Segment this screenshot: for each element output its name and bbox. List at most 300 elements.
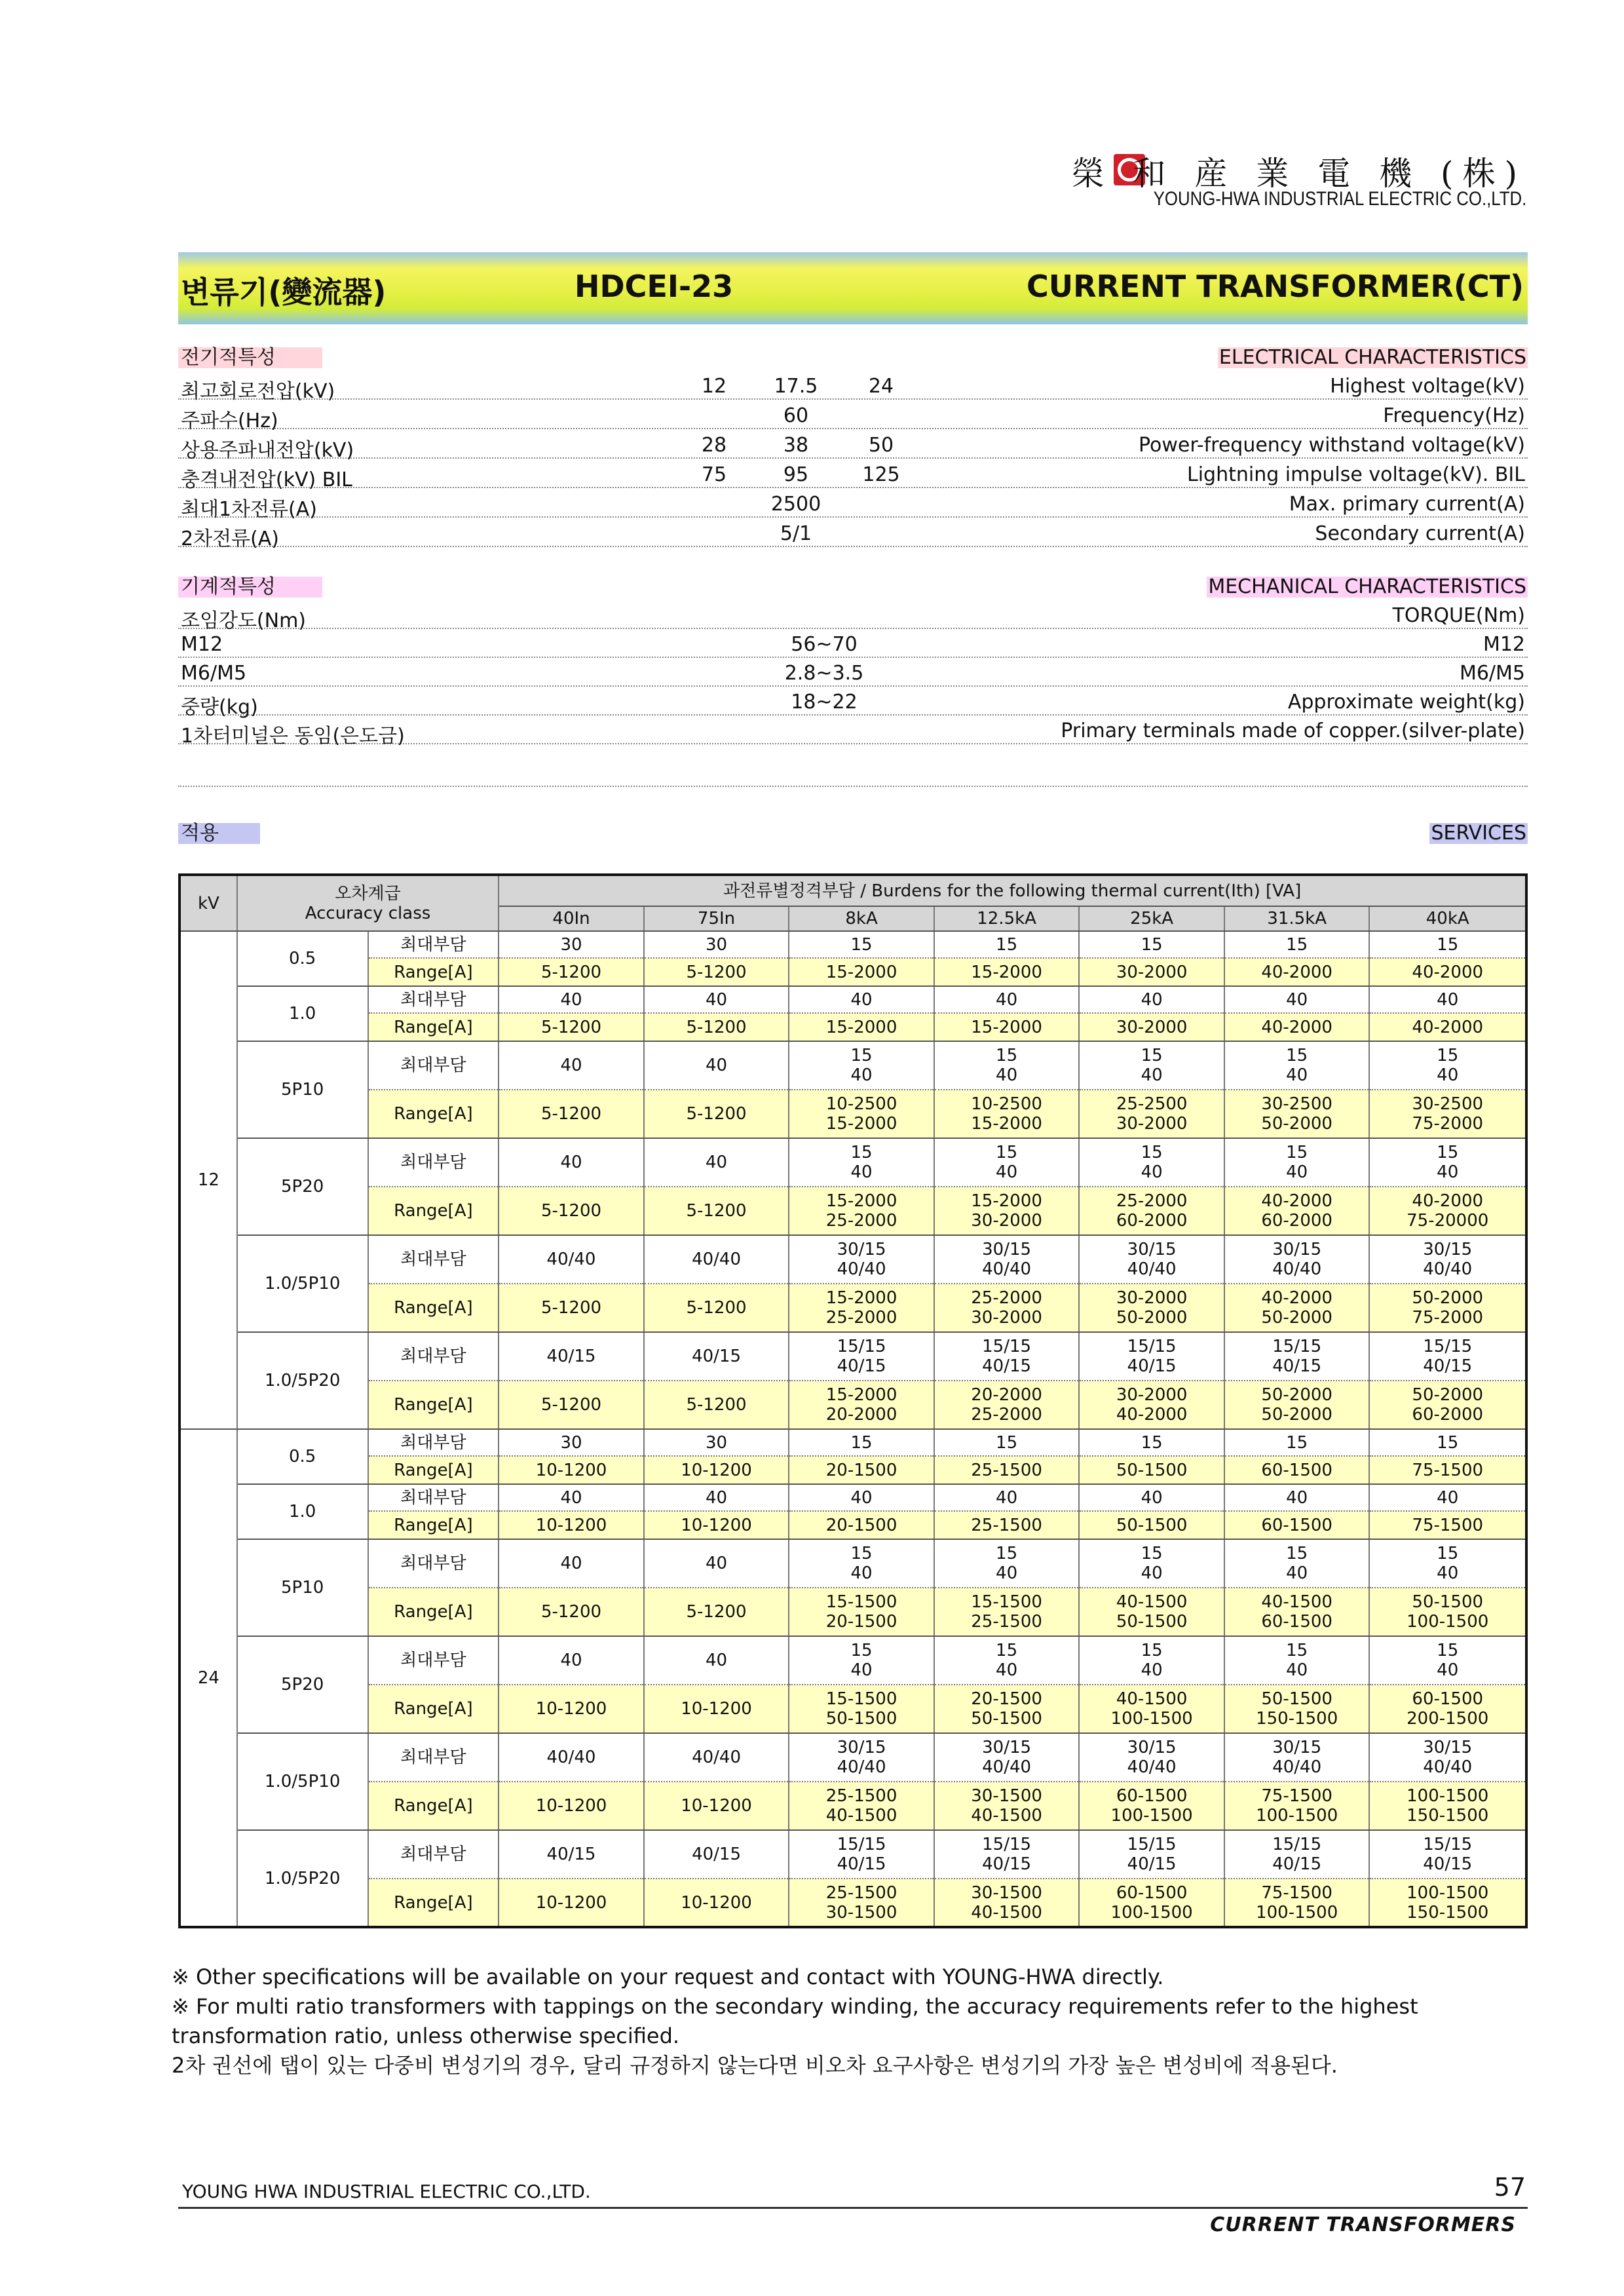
- electrical-heading-ko: 전기적특성: [178, 347, 322, 368]
- burden-value: 40/40: [644, 1235, 789, 1284]
- range-value: 15-2000: [789, 958, 934, 986]
- electrical-row: [178, 371, 1528, 403]
- burden-value: 15/15 40/15: [789, 1332, 934, 1381]
- mechanical-heading-en: MECHANICAL CHARACTERISTICS: [1208, 575, 1526, 598]
- range-row: [179, 1685, 1526, 1733]
- burden-value: 30: [499, 1429, 644, 1456]
- burden-value: 40/40: [644, 1733, 789, 1782]
- range-value: 40-2000 75-20000: [1369, 1187, 1526, 1235]
- range-row: [179, 1588, 1526, 1636]
- row-label-burden: 최대부담: [368, 931, 499, 958]
- burden-value: 15 40: [1079, 1138, 1224, 1187]
- burden-value: 40: [499, 1041, 644, 1090]
- burden-value: 40: [644, 1636, 789, 1685]
- model-name: HDCEI-23: [575, 269, 734, 304]
- row-label-range: Range[A]: [368, 958, 499, 986]
- row-label-range: Range[A]: [368, 1381, 499, 1429]
- electrical-row: [178, 518, 1528, 550]
- accuracy-class-cell: 1.0/5P10: [237, 1733, 368, 1830]
- range-value: 15-2000: [934, 1013, 1080, 1041]
- kv-cell: 24: [179, 1429, 237, 1927]
- range-value: 75-1500: [1369, 1456, 1526, 1484]
- burden-value: 15 40: [934, 1539, 1080, 1588]
- mechanical-value: 2.8~3.5: [784, 662, 864, 685]
- burden-value: 40: [1224, 1484, 1370, 1511]
- range-value: 10-1200: [644, 1879, 789, 1927]
- row-label-burden: 최대부담: [368, 986, 499, 1013]
- range-row: [179, 1381, 1526, 1429]
- services-heading-ko: 적용: [178, 823, 260, 844]
- burden-value: 15 40: [1369, 1138, 1526, 1187]
- range-value: 5-1200: [499, 1284, 644, 1332]
- burden-value: 15 40: [1224, 1041, 1370, 1090]
- burden-value: 15/15 40/15: [789, 1830, 934, 1879]
- row-label-burden: 최대부담: [368, 1138, 499, 1187]
- footer-divider: [178, 2207, 1528, 2209]
- range-value: 30-2000: [1079, 1013, 1224, 1041]
- range-value: 15-2000 30-2000: [934, 1187, 1080, 1235]
- company-name: 榮 和 産 業 電 機 (株): [1071, 155, 1526, 193]
- range-value: 10-1200: [499, 1685, 644, 1733]
- note-1: ※ Other specifications will be available on your request and contact with YOUNG-HWA directly.: [172, 1964, 1164, 1989]
- burden-value: 40: [1079, 986, 1224, 1013]
- range-value: 50-1500 100-1500: [1369, 1588, 1526, 1636]
- range-value: 15-1500 25-1500: [934, 1588, 1080, 1636]
- burden-header: 과전류별정격부담 / Burdens for the following thermal current(Ith) [VA]: [499, 875, 1526, 906]
- accuracy-class-cell: 0.5: [237, 1429, 368, 1484]
- range-value: 15-2000 25-2000: [789, 1187, 934, 1235]
- burden-value: 15: [1079, 1429, 1224, 1456]
- range-value: 60-1500 100-1500: [1079, 1782, 1224, 1830]
- electrical-label-ko: 상용주파내전압(kV): [181, 439, 354, 462]
- burden-value: 40/40: [499, 1733, 644, 1782]
- range-value: 25-1500 40-1500: [789, 1782, 934, 1830]
- electrical-row: [178, 400, 1528, 432]
- burden-value: 40: [499, 1484, 644, 1511]
- mechanical-label-ko: M12: [181, 633, 223, 656]
- burden-value: 15 40: [1079, 1636, 1224, 1685]
- mechanical-label-en: M6/M5: [1459, 662, 1525, 685]
- row-label-burden: 최대부담: [368, 1830, 499, 1879]
- range-row: [179, 1013, 1526, 1041]
- electrical-value: 50: [868, 434, 894, 457]
- burden-value: 15 40: [1224, 1138, 1370, 1187]
- column-header: 12.5kA: [934, 906, 1080, 931]
- mechanical-value: 56~70: [791, 633, 858, 656]
- burden-value: 40/15: [644, 1830, 789, 1879]
- burden-value: 40: [499, 1138, 644, 1187]
- row-label-range: Range[A]: [368, 1187, 499, 1235]
- column-header: 75In: [644, 906, 789, 931]
- row-label-burden: 최대부담: [368, 1235, 499, 1284]
- burden-row: [179, 1332, 1526, 1381]
- burden-value: 15/15 40/15: [1369, 1332, 1526, 1381]
- range-value: 20-1500: [789, 1456, 934, 1484]
- burden-value: 40: [934, 986, 1080, 1013]
- burden-value: 40/15: [499, 1332, 644, 1381]
- electrical-label-en: Lightning impulse voltage(kV). BIL: [1187, 463, 1525, 486]
- burden-value: 40: [644, 1138, 789, 1187]
- range-value: 5-1200: [644, 1090, 789, 1138]
- range-value: 10-1200: [499, 1879, 644, 1927]
- burden-value: 40: [499, 1636, 644, 1685]
- electrical-label-en: Secondary current(A): [1315, 522, 1525, 545]
- electrical-label-ko: 충격내전압(kV) BIL: [181, 469, 352, 491]
- burden-value: 40: [934, 1484, 1080, 1511]
- range-value: 10-1200: [499, 1511, 644, 1539]
- burden-row: [179, 1041, 1526, 1090]
- electrical-label-en: Max. primary current(A): [1289, 493, 1525, 516]
- burden-value: 15: [789, 931, 934, 958]
- range-row: [179, 1456, 1526, 1484]
- burden-row: [179, 1539, 1526, 1588]
- electrical-row: [178, 459, 1528, 491]
- electrical-section-heading: [178, 347, 1528, 370]
- range-value: 5-1200: [499, 1090, 644, 1138]
- range-value: 20-2000 25-2000: [934, 1381, 1080, 1429]
- range-value: 30-1500 40-1500: [934, 1782, 1080, 1830]
- burden-row: [179, 986, 1526, 1013]
- company-name-english: YOUNG-HWA INDUSTRIAL ELECTRIC CO.,LTD.: [1153, 188, 1526, 210]
- range-value: 30-2500 75-2000: [1369, 1090, 1526, 1138]
- range-value: 15-2000 20-2000: [789, 1381, 934, 1429]
- range-value: 50-1500: [1079, 1456, 1224, 1484]
- electrical-label-ko: 2차전류(A): [181, 527, 279, 550]
- range-value: 100-1500 150-1500: [1369, 1879, 1526, 1927]
- range-value: 75-1500: [1369, 1511, 1526, 1539]
- range-value: 10-1200: [644, 1782, 789, 1830]
- burden-value: 40: [644, 1484, 789, 1511]
- row-label-range: Range[A]: [368, 1588, 499, 1636]
- burden-value: 15 40: [789, 1041, 934, 1090]
- accuracy-class-cell: 1.0/5P10: [237, 1235, 368, 1332]
- range-value: 20-1500 50-1500: [934, 1685, 1080, 1733]
- range-value: 25-2000 60-2000: [1079, 1187, 1224, 1235]
- burden-value: 40: [499, 986, 644, 1013]
- burden-value: 30/15 40/40: [1369, 1235, 1526, 1284]
- electrical-value: 28: [701, 434, 727, 457]
- range-value: 100-1500 150-1500: [1369, 1782, 1526, 1830]
- row-label-burden: 최대부담: [368, 1484, 499, 1511]
- accuracy-class-cell: 1.0: [237, 1484, 368, 1539]
- burden-value: 40: [1369, 986, 1526, 1013]
- burden-value: 15 40: [1224, 1636, 1370, 1685]
- range-value: 10-1200: [644, 1685, 789, 1733]
- burden-value: 15: [1224, 931, 1370, 958]
- company-header: [1071, 147, 1526, 220]
- range-row: [179, 1511, 1526, 1539]
- row-label-range: Range[A]: [368, 1782, 499, 1830]
- note-3: 2차 권선에 탭이 있는 다중비 변성기의 경우, 달리 규정하지 않는다면 비오차 요구사항은 변성기의 가장 높은 변성비에 적용된다.: [172, 2053, 1338, 2078]
- range-value: 10-1200: [499, 1456, 644, 1484]
- burden-value: 30: [499, 931, 644, 958]
- accuracy-class-cell: 5P10: [237, 1041, 368, 1138]
- burden-value: 15 40: [1369, 1636, 1526, 1685]
- burden-value: 30/15 40/40: [1224, 1733, 1370, 1782]
- services-heading-en: SERVICES: [1431, 822, 1526, 845]
- burden-value: 15 40: [789, 1636, 934, 1685]
- accuracy-class-cell: 5P10: [237, 1539, 368, 1636]
- range-value: 5-1200: [499, 1381, 644, 1429]
- row-label-range: Range[A]: [368, 1511, 499, 1539]
- range-value: 30-2000 50-2000: [1079, 1284, 1224, 1332]
- electrical-label-ko: 최대1차전류(A): [181, 498, 317, 521]
- range-value: 25-1500 30-1500: [789, 1879, 934, 1927]
- range-value: 15-2000: [789, 1013, 934, 1041]
- mechanical-label-ko: 중량(kg): [181, 696, 258, 719]
- range-value: 5-1200: [644, 1013, 789, 1041]
- burden-row: [179, 1733, 1526, 1782]
- row-label-range: Range[A]: [368, 1685, 499, 1733]
- range-value: 25-1500: [934, 1511, 1080, 1539]
- mechanical-row: [178, 658, 1528, 687]
- burden-value: 15/15 40/15: [1224, 1332, 1370, 1381]
- range-row: [179, 1284, 1526, 1332]
- burden-value: 15 40: [1369, 1539, 1526, 1588]
- burden-value: 15/15 40/15: [1079, 1332, 1224, 1381]
- accuracy-class-cell: 5P20: [237, 1138, 368, 1235]
- row-label-burden: 최대부담: [368, 1041, 499, 1090]
- burden-value: 15/15 40/15: [1224, 1830, 1370, 1879]
- mechanical-label-en: Primary terminals made of copper.(silver-plate): [1061, 719, 1525, 742]
- range-value: 40-2000: [1369, 1013, 1526, 1041]
- range-value: 20-1500: [789, 1511, 934, 1539]
- electrical-value: 2500: [770, 493, 821, 516]
- range-value: 50-2000 50-2000: [1224, 1381, 1370, 1429]
- range-value: 5-1200: [644, 1284, 789, 1332]
- burden-value: 30/15 40/40: [1079, 1235, 1224, 1284]
- range-value: 5-1200: [644, 1187, 789, 1235]
- mechanical-row: [178, 600, 1528, 632]
- burden-value: 15 40: [934, 1138, 1080, 1187]
- mechanical-label-ko: 조임강도(Nm): [181, 609, 306, 632]
- accuracy-class-cell: 5P20: [237, 1636, 368, 1733]
- burden-value: 15: [934, 931, 1080, 958]
- burden-value: 40: [644, 1539, 789, 1588]
- electrical-row: [178, 430, 1528, 462]
- burden-value: 15/15 40/15: [934, 1332, 1080, 1381]
- electrical-value: 60: [783, 404, 809, 427]
- title-band: [178, 252, 1528, 324]
- burden-value: 15 40: [1079, 1041, 1224, 1090]
- burden-value: 15: [1369, 931, 1526, 958]
- burden-value: 15 40: [789, 1539, 934, 1588]
- row-label-burden: 최대부담: [368, 1539, 499, 1588]
- electrical-value: 24: [868, 375, 894, 398]
- electrical-value: 5/1: [780, 522, 812, 545]
- burden-value: 30/15 40/40: [934, 1733, 1080, 1782]
- range-value: 60-1500: [1224, 1456, 1370, 1484]
- row-label-range: Range[A]: [368, 1090, 499, 1138]
- burden-value: 40/40: [499, 1235, 644, 1284]
- row-label-burden: 최대부담: [368, 1429, 499, 1456]
- mechanical-row: [178, 716, 1528, 748]
- range-value: 5-1200: [644, 1381, 789, 1429]
- range-row: [179, 1782, 1526, 1830]
- range-value: 50-1500 150-1500: [1224, 1685, 1370, 1733]
- page-number: 57: [1494, 2173, 1526, 2202]
- burden-value: 30/15 40/40: [1079, 1733, 1224, 1782]
- burden-row: [179, 1484, 1526, 1511]
- accuracy-class-cell: 1.0/5P20: [237, 1830, 368, 1927]
- row-label-range: Range[A]: [368, 1013, 499, 1041]
- mechanical-row: [178, 687, 1528, 719]
- range-value: 40-1500 50-1500: [1079, 1588, 1224, 1636]
- range-value: 5-1200: [644, 958, 789, 986]
- accuracy-class-cell: 1.0/5P20: [237, 1332, 368, 1429]
- range-value: 15-1500 50-1500: [789, 1685, 934, 1733]
- burden-value: 30: [644, 931, 789, 958]
- electrical-value: 75: [701, 463, 727, 486]
- range-value: 5-1200: [499, 958, 644, 986]
- mechanical-label-ko: M6/M5: [181, 662, 247, 685]
- burden-value: 40: [644, 1041, 789, 1090]
- accuracy-class-header-en: Accuracy class: [305, 903, 431, 923]
- range-value: 30-1500 40-1500: [934, 1879, 1080, 1927]
- range-value: 60-1500: [1224, 1511, 1370, 1539]
- burden-value: 40: [789, 986, 934, 1013]
- range-value: 5-1200: [499, 1187, 644, 1235]
- column-header: 31.5kA: [1224, 906, 1370, 931]
- burden-value: 15/15 40/15: [1369, 1830, 1526, 1879]
- accuracy-class-header: [237, 875, 499, 931]
- range-value: 30-2000: [1079, 958, 1224, 986]
- range-value: 15-2000 25-2000: [789, 1284, 934, 1332]
- range-value: 40-2000: [1369, 958, 1526, 986]
- burden-value: 30/15 40/40: [1369, 1733, 1526, 1782]
- burden-value: 40: [644, 986, 789, 1013]
- range-value: 60-1500 100-1500: [1079, 1879, 1224, 1927]
- range-value: 15-2000: [934, 958, 1080, 986]
- electrical-value: 125: [862, 463, 900, 486]
- range-value: 25-2500 30-2000: [1079, 1090, 1224, 1138]
- burden-row: [179, 1429, 1526, 1456]
- column-header: 40In: [499, 906, 644, 931]
- row-label-burden: 최대부담: [368, 1332, 499, 1381]
- kv-header: kV: [179, 875, 237, 931]
- range-value: 30-2000 40-2000: [1079, 1381, 1224, 1429]
- burden-row: [179, 1830, 1526, 1879]
- range-value: 5-1200: [499, 1013, 644, 1041]
- burden-value: 40: [1079, 1484, 1224, 1511]
- burden-value: 15: [934, 1429, 1080, 1456]
- range-value: 30-2500 50-2000: [1224, 1090, 1370, 1138]
- range-value: 75-1500 100-1500: [1224, 1782, 1370, 1830]
- note-2: ※ For multi ratio transformers with tappings on the secondary winding, the accuracy requirements refer to the highest transformation ratio, unless otherwise specified.: [172, 1994, 1418, 2048]
- electrical-value: 17.5: [774, 375, 818, 398]
- electrical-value: 12: [701, 375, 727, 398]
- range-row: [179, 1090, 1526, 1138]
- burden-value: 15 40: [789, 1138, 934, 1187]
- burden-value: 15 40: [1079, 1539, 1224, 1588]
- burden-value: 30/15 40/40: [1224, 1235, 1370, 1284]
- accuracy-class-cell: 0.5: [237, 931, 368, 986]
- range-value: 10-1200: [499, 1782, 644, 1830]
- range-value: 10-1200: [644, 1511, 789, 1539]
- range-row: [179, 1879, 1526, 1927]
- burden-value: 15: [1224, 1429, 1370, 1456]
- electrical-label-en: Highest voltage(kV): [1330, 375, 1525, 398]
- burden-value: 30: [644, 1429, 789, 1456]
- electrical-value: 38: [783, 434, 809, 457]
- electrical-label-en: Frequency(Hz): [1383, 404, 1525, 427]
- range-value: 25-1500: [934, 1456, 1080, 1484]
- range-value: 40-2000 50-2000: [1224, 1284, 1370, 1332]
- range-value: 75-1500 100-1500: [1224, 1879, 1370, 1927]
- burden-row: [179, 1138, 1526, 1187]
- range-value: 40-2000 60-2000: [1224, 1187, 1370, 1235]
- burden-value: 30/15 40/40: [934, 1235, 1080, 1284]
- title-english: CURRENT TRANSFORMER(CT): [1026, 269, 1524, 304]
- burden-table: [178, 873, 1528, 1928]
- electrical-value: 95: [783, 463, 809, 486]
- burden-value: 15 40: [934, 1041, 1080, 1090]
- services-section-heading: [178, 823, 1528, 845]
- row-label-burden: 최대부담: [368, 1636, 499, 1685]
- range-value: 50-2000 75-2000: [1369, 1284, 1526, 1332]
- burden-row: [179, 931, 1526, 958]
- range-value: 50-1500: [1079, 1511, 1224, 1539]
- row-label-range: Range[A]: [368, 1456, 499, 1484]
- range-value: 60-1500 200-1500: [1369, 1685, 1526, 1733]
- range-value: 40-2000: [1224, 958, 1370, 986]
- burden-value: 15/15 40/15: [934, 1830, 1080, 1879]
- burden-value: 40/15: [499, 1830, 644, 1879]
- range-value: 40-1500 100-1500: [1079, 1685, 1224, 1733]
- footer-section-title: CURRENT TRANSFORMERS: [1210, 2213, 1516, 2236]
- range-value: 15-1500 20-1500: [789, 1588, 934, 1636]
- row-label-range: Range[A]: [368, 1879, 499, 1927]
- burden-value: 15/15 40/15: [1079, 1830, 1224, 1879]
- burden-value: 40: [499, 1539, 644, 1588]
- electrical-label-en: Power-frequency withstand voltage(kV): [1138, 434, 1525, 457]
- accuracy-class-header-ko: 오차계급: [335, 883, 401, 904]
- mechanical-label-en: M12: [1482, 633, 1525, 656]
- range-row: [179, 958, 1526, 986]
- mechanical-heading-ko: 기계적특성: [178, 577, 322, 598]
- burden-value: 40/15: [644, 1332, 789, 1381]
- footer-company: YOUNG HWA INDUSTRIAL ELECTRIC CO.,LTD.: [182, 2181, 591, 2202]
- column-header: 40kA: [1369, 906, 1526, 931]
- range-value: 10-2500 15-2000: [789, 1090, 934, 1138]
- title-korean: 변류기(變流器): [181, 275, 387, 310]
- electrical-heading-en: ELECTRICAL CHARACTERISTICS: [1218, 346, 1526, 369]
- mechanical-divider: [178, 786, 1528, 787]
- burden-value: 15 40: [1224, 1539, 1370, 1588]
- range-value: 10-1200: [644, 1456, 789, 1484]
- accuracy-class-cell: 1.0: [237, 986, 368, 1041]
- burden-value: 15: [1079, 931, 1224, 958]
- electrical-row: [178, 489, 1528, 521]
- row-label-burden: 최대부담: [368, 1733, 499, 1782]
- range-value: 40-2000: [1224, 1013, 1370, 1041]
- burden-value: 15: [789, 1429, 934, 1456]
- column-header: 25kA: [1079, 906, 1224, 931]
- range-value: 40-1500 60-1500: [1224, 1588, 1370, 1636]
- electrical-label-ko: 최고회로전압(kV): [181, 380, 335, 403]
- burden-row: [179, 1636, 1526, 1685]
- mechanical-label-en: Approximate weight(kg): [1287, 691, 1525, 714]
- range-value: 50-2000 60-2000: [1369, 1381, 1526, 1429]
- mechanical-value: 18~22: [791, 691, 858, 714]
- burden-value: 15 40: [934, 1636, 1080, 1685]
- kv-cell: 12: [179, 931, 237, 1429]
- range-value: 5-1200: [499, 1588, 644, 1636]
- range-value: 10-2500 15-2000: [934, 1090, 1080, 1138]
- row-label-range: Range[A]: [368, 1284, 499, 1332]
- burden-value: 40: [1369, 1484, 1526, 1511]
- burden-value: 30/15 40/40: [789, 1733, 934, 1782]
